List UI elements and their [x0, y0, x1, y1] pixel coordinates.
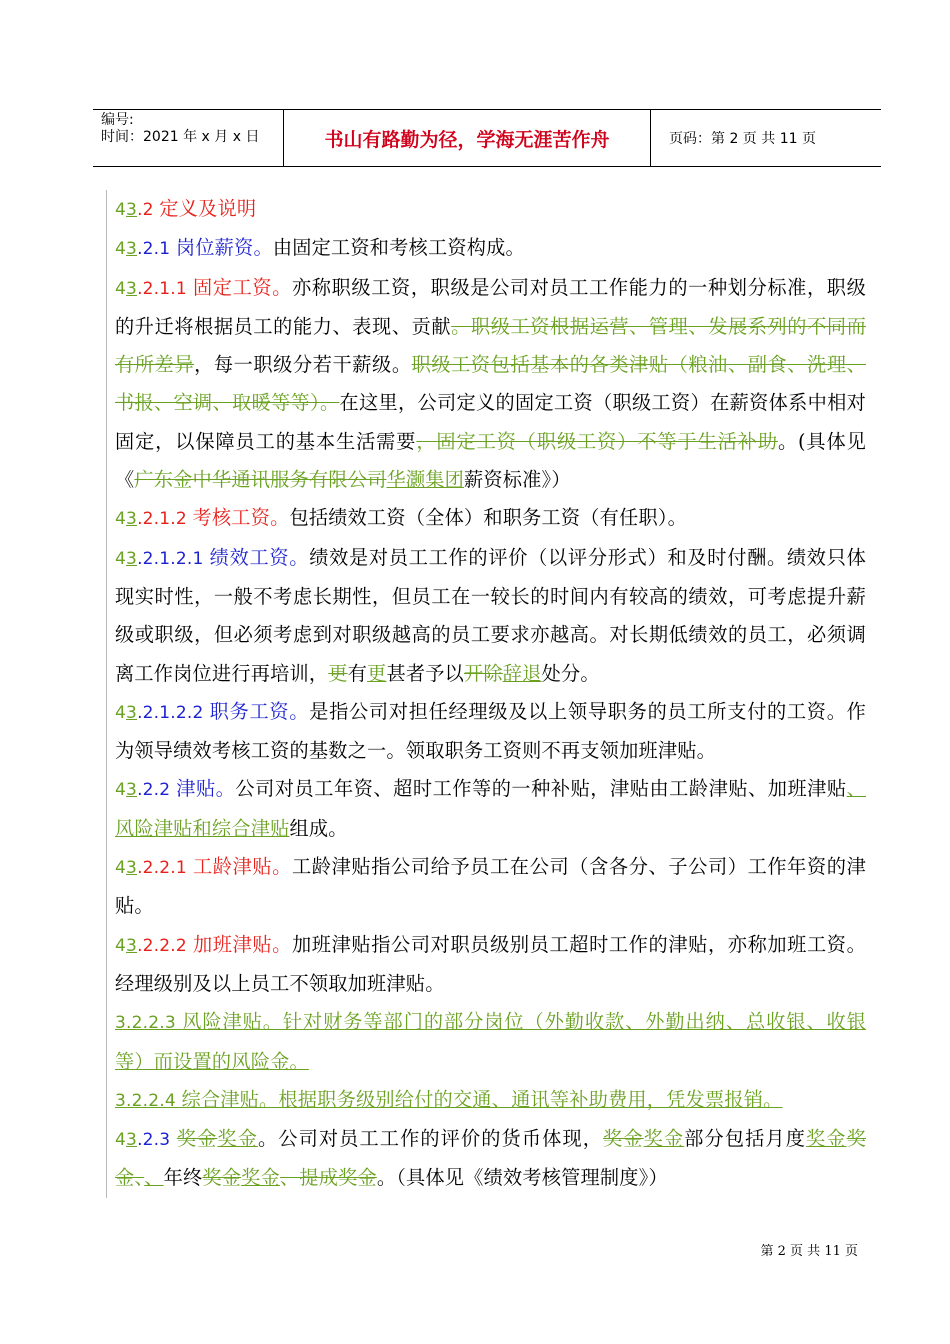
section-number: .2 — [137, 200, 160, 220]
section-number-inserted: 3 — [126, 858, 138, 879]
section-number-inserted: 3 — [126, 1130, 138, 1151]
section-3-2-1 — [106, 229, 866, 268]
section-title: 岗位薪资。 — [175, 236, 273, 260]
section-number-deleted: 4 — [115, 509, 127, 530]
deleted-text: 。职级工资根据运营、管理、发展系列的不同而有所差异 — [115, 314, 867, 377]
deleted-text: 奖金 — [115, 1127, 866, 1190]
inserted-text: 辞退 — [502, 661, 542, 685]
section-text: 组成。 — [289, 816, 348, 840]
page-header — [93, 109, 881, 167]
section-3-2-2-2 — [106, 926, 866, 1004]
section-text: 包括绩效工资（全体）和职务工资（有任职）。 — [289, 506, 688, 530]
section-number: .2.2.1 — [137, 858, 193, 879]
section-number-deleted: 4 — [115, 858, 127, 879]
inserted-text: 奖金 — [643, 1127, 685, 1151]
section-number-deleted: 4 — [115, 1130, 127, 1151]
inserted-text: 更 — [367, 661, 387, 685]
section-title: 加班津贴。 — [192, 932, 292, 956]
section-3-2-2-4 — [106, 1081, 866, 1120]
deleted-text: 更 — [328, 661, 348, 685]
deleted-text: 开除 — [464, 661, 503, 685]
section-text: 部分包括月度 — [684, 1127, 807, 1151]
section-3-2-1-2-1 — [106, 539, 866, 693]
section-3-2-3 — [106, 1120, 866, 1198]
section-title: 津贴。 — [176, 777, 236, 801]
section-number: 3.2.2.3 — [115, 1013, 183, 1034]
section-text: 甚者予以 — [386, 661, 464, 685]
page-footer: 第 2 页 共 11 页 — [760, 1244, 858, 1259]
time-label: 时间：2021 年 x 月 x 日 — [101, 129, 260, 145]
header-motto: 书山有路勤为径，学海无涯苦作舟 — [283, 110, 651, 166]
section-text: 工龄津贴指公司给予员工在公司（含各分、子公司）工作年资的津贴。 — [115, 855, 866, 918]
section-title: 固定工资。 — [192, 275, 292, 299]
deleted-text: 奖金 — [202, 1166, 242, 1190]
section-text: 有 — [347, 661, 368, 685]
section-3-2 — [106, 190, 866, 229]
section-number: .2.1.2 — [137, 509, 193, 530]
section-3-2-1-2 — [106, 499, 866, 538]
section-text: 加班津贴指公司对职员级别员工超时工作的津贴，亦称加班工资。经理级别及以上员工不领取加班津贴。 — [115, 932, 866, 995]
deleted-text: 职级工资包括基本的各类津贴（粮油、副食、洗理、书报、空调、取暖等等）。 — [115, 353, 866, 415]
document-body — [106, 190, 866, 1198]
section-number-inserted: 3 — [126, 935, 138, 956]
section-number: .2.1.2.2 — [137, 702, 210, 723]
section-number: .2.1 — [137, 239, 176, 260]
section-number: 3.2.2.4 — [115, 1090, 182, 1111]
header-page-label: 页码：第 2 页 共 11 页 — [669, 131, 816, 147]
section-title: 绩效工资。 — [209, 545, 310, 569]
section-3-2-1-1 — [106, 269, 866, 500]
section-text: 亦称职级工资，职级是公司对员工工作能力的一种划分标准，职级的升迁将根据员工的能力、表现、贡献 — [115, 275, 866, 338]
section-number-deleted: 4 — [115, 702, 127, 723]
section-text: 是指公司对担任经理级及以上领导职务的员工所支付的工资。作为领导绩效考核工资的基数之一。领取职务工资则不再支领加班津贴。 — [115, 699, 866, 763]
section-3-2-1-2-2 — [106, 693, 866, 771]
section-text: 。(具体见《 — [115, 429, 866, 492]
section-text: 由固定工资和考核工资构成。 — [272, 236, 525, 260]
serial-label: 编号: — [101, 112, 134, 128]
inserted-text: 奖金 — [241, 1166, 280, 1190]
section-number-inserted: 3 — [126, 278, 138, 299]
inserted-text: 奖金 — [806, 1127, 847, 1151]
section-number-inserted: 3 — [126, 702, 138, 723]
section-3-2-2-3 — [106, 1003, 866, 1081]
deleted-text: ，固定工资（职级工资）不等于生活补助 — [416, 429, 778, 453]
inserted-text: 、风险津贴和综合津贴 — [115, 777, 867, 840]
section-number-inserted: 3 — [126, 548, 138, 569]
deleted-text: 奖金 — [603, 1127, 644, 1151]
deleted-text: 、提成奖金 — [279, 1166, 377, 1190]
section-number: .2.1.2.1 — [137, 548, 210, 569]
section-title: 工龄津贴。 — [192, 855, 292, 879]
inserted-text: 奖金 — [217, 1127, 259, 1151]
deleted-text: 广东金中华通讯服务有限公司 — [134, 468, 387, 492]
section-title: 考核工资。 — [192, 506, 290, 530]
section-text: 绩效是对员工工作的评价（以评分形式）和及时付酬。绩效只体现实时性，一般不考虑长期性，但员工在一较长的时间内有较高的绩效，可考虑提升薪级或职级，但必须考虑到对职级越高的员工要求亦越高。对长期低绩效的员工，必须调离工作岗位进行再培训， — [115, 545, 866, 685]
section-number-deleted: 4 — [115, 278, 127, 299]
section-text: 处分。 — [541, 661, 600, 685]
section-title: 职务工资。 — [209, 699, 310, 723]
section-number: .2.2 — [137, 780, 177, 801]
section-number: .2.2.2 — [137, 935, 193, 956]
deleted-text: 奖金 — [176, 1127, 218, 1151]
inserted-text: 、 — [144, 1166, 164, 1190]
section-number-deleted: 4 — [115, 548, 127, 569]
section-number: .2.3 — [137, 1130, 177, 1151]
section-number: .2.1.1 — [137, 278, 193, 299]
section-number-inserted: 3 — [126, 200, 138, 220]
section-text: ，每一职级分若干薪级。 — [194, 353, 412, 377]
section-text: 薪资标准》） — [464, 468, 571, 492]
section-text: 公司对员工年资、超时工作等的一种补贴，津贴由工龄津贴、加班津贴 — [235, 777, 847, 801]
section-number-inserted: 3 — [126, 509, 138, 530]
inserted-text: 华灏集团 — [386, 468, 464, 492]
section-3-2-2 — [106, 770, 866, 848]
section-text: 年终 — [163, 1166, 203, 1190]
deleted-text: 、 — [134, 1166, 145, 1190]
inserted-text: 综合津贴。根据职务级别给付的交通、通讯等补助费用，凭发票报销。 — [181, 1087, 783, 1111]
header-meta — [93, 110, 283, 166]
section-number-inserted: 3 — [126, 780, 138, 801]
section-number-deleted: 4 — [115, 935, 127, 956]
section-number-deleted: 4 — [115, 239, 127, 260]
section-title: 定义及说明 — [159, 197, 257, 220]
section-text: 在这里，公司定义的固定工资（职级工资）在薪资体系中相对固定，以保障员工的基本生活需要 — [115, 391, 866, 453]
inserted-text: 风险津贴。针对财务等部门的部分岗位（外勤收款、外勤出纳、总收银、收银等）而设置的风险金。 — [115, 1010, 866, 1073]
section-text: 。公司对员工工作的评价的货币体现， — [258, 1127, 604, 1151]
section-number-deleted: 4 — [115, 780, 127, 801]
section-number-deleted: 4 — [115, 200, 127, 220]
section-text: 。（具体见《绩效考核管理制度》） — [376, 1166, 668, 1190]
section-3-2-2-1 — [106, 848, 866, 926]
section-number-inserted: 3 — [126, 239, 138, 260]
